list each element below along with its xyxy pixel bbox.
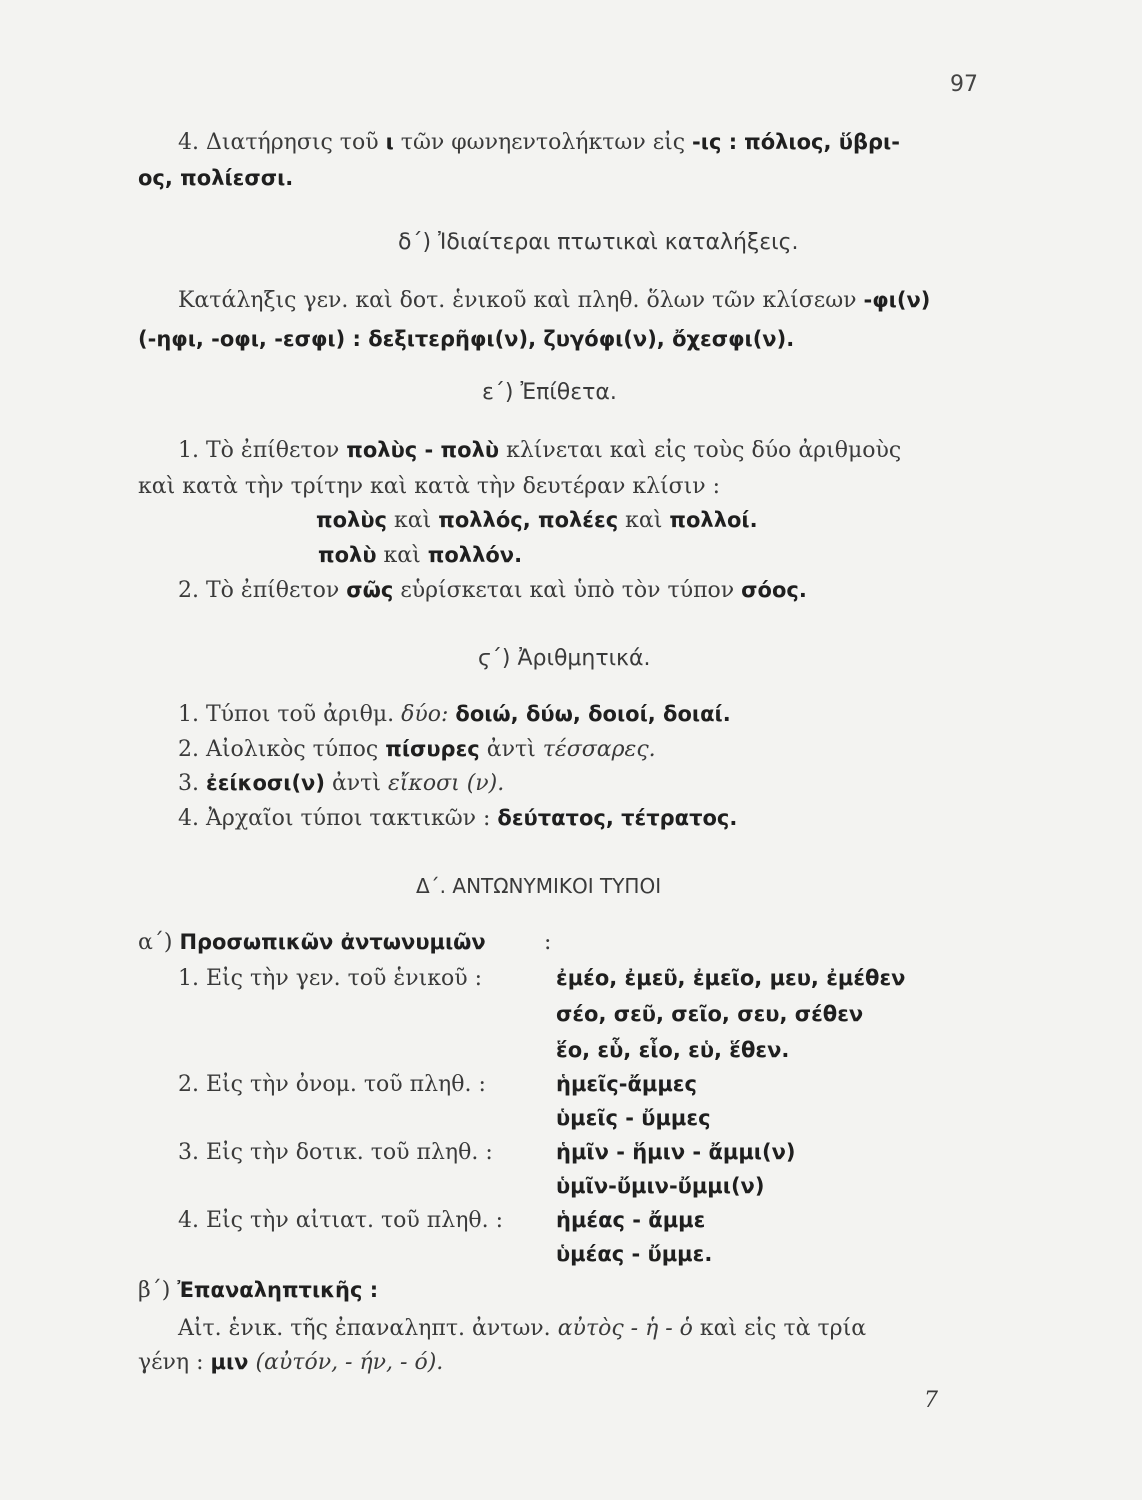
pronoun-form: σέο, σεῦ, σεῖο, σευ, σέθεν (556, 1002, 864, 1026)
item-text: εὑρίσκεται καὶ ὑπὸ τὸν τύπον (400, 578, 735, 603)
pronoun-form: ἡμεῖς-ἄμμες (556, 1072, 697, 1096)
item-number: 4. (178, 130, 199, 155)
italic-word: τέσσαρες. (542, 737, 656, 762)
pronoun-form: ὑμῖν-ὔμιν-ὔμμι(ν) (556, 1174, 765, 1198)
item-4-line-2 (138, 166, 293, 190)
row-description: Εἰς τὴν γεν. τοῦ ἑνικοῦ : (206, 966, 482, 991)
item-number: 1. (178, 966, 199, 991)
section-heading-delta: δ΄) Ἰδιαίτεραι πτωτικαὶ καταλήξεις. (398, 230, 799, 255)
form: πίσυρες (385, 737, 480, 761)
pronoun-form: ὑμέας - ὔμμε. (556, 1242, 713, 1266)
form: πολὺς (316, 508, 387, 532)
row-description: Εἰς τὴν ὀνομ. τοῦ πληθ. : (206, 1072, 486, 1097)
iota-letter: ι (385, 130, 394, 154)
item-text: τῶν φωνηεντολήκτων εἰς (400, 130, 686, 155)
pronoun-form: ἡμῖν - ἥμιν - ἄμμι(ν) (556, 1140, 796, 1164)
item-number: 1. (178, 438, 199, 463)
delta-ending: -φι(ν) (863, 288, 931, 312)
example-forms: πόλιος, ὕβρι- (744, 130, 900, 154)
numerals-item-3 (178, 771, 504, 796)
numerals-item-2 (178, 737, 656, 762)
pronoun-row-3-desc (178, 1140, 493, 1165)
section-heading-numerals: ϛ΄) Ἀριθμητικά. (478, 646, 651, 671)
form: πολὺ (318, 543, 377, 567)
form: σόος. (741, 578, 807, 602)
epsilon-item-1-line-1 (178, 438, 901, 463)
beta-text: Αἰτ. ἑνικ. τῆς ἐπαναληπτ. ἀντων. (178, 1316, 551, 1341)
conjunction: καὶ (625, 508, 663, 533)
pronoun-form: ἕο, εὗ, εἷο, εὑ, ἕθεν. (556, 1038, 790, 1062)
beta-line-2 (138, 1350, 443, 1375)
pronoun-row-2-desc (178, 1072, 486, 1097)
item-text: Τὸ ἐπίθετον (206, 438, 340, 463)
item-text: Τὸ ἐπίθετον (206, 578, 340, 603)
item-number: 2. (178, 578, 199, 603)
subsection-title: Προσωπικῶν ἀντωνυμιῶν (179, 930, 486, 954)
form: πολλοί. (669, 508, 758, 532)
item-text: Τύποι τοῦ ἀριθμ. (206, 702, 395, 727)
item-text: ἀντὶ (486, 737, 536, 762)
epsilon-forms-line-1 (316, 508, 758, 533)
item-text: κλίνεται καὶ εἰς τοὺς δύο ἀριθμοὺς (506, 438, 902, 463)
subsection-label: α΄) (138, 930, 173, 955)
numerals-item-4 (178, 806, 737, 831)
beta-text: γένη : (138, 1350, 204, 1375)
numerals-item-1 (178, 702, 731, 727)
form: πολλόν. (427, 543, 523, 567)
ending-form: -ις : (692, 130, 738, 154)
italic-word: (αὐτόν, - ήν, - ό). (255, 1350, 444, 1375)
pronoun-row-4-desc (178, 1208, 503, 1233)
item-number: 3. (178, 1140, 199, 1165)
epsilon-item-2 (178, 578, 807, 603)
page-number: 97 (950, 72, 978, 97)
subsection-label: β΄) (138, 1278, 171, 1303)
pronoun-form: ὑμεῖς - ὔμμες (556, 1106, 711, 1130)
form: σῶς (346, 578, 394, 602)
adjective-form: πολὺς - πολὺ (346, 438, 500, 462)
item-number: 4. (178, 806, 199, 831)
pronoun-form: ἡμέας - ἄμμε (556, 1208, 706, 1232)
item-number: 4. (178, 1208, 199, 1233)
forms: δεύτατος, τέτρατος. (497, 806, 738, 830)
signature-mark: 7 (924, 1388, 938, 1413)
beta-heading (138, 1278, 378, 1303)
beta-text: καὶ εἰς τὰ τρία (699, 1316, 867, 1341)
pronoun-form: ἐμέο, ἐμεῦ, ἐμεῖο, μευ, ἐμέθεν (556, 966, 906, 990)
item-number: 1. (178, 702, 199, 727)
row-description: Εἰς τὴν αἰτιατ. τοῦ πληθ. : (206, 1208, 504, 1233)
pronoun-row-1-desc (178, 966, 482, 991)
delta-text: Κατάληξις γεν. καὶ δοτ. ἑνικοῦ καὶ πληθ. ὅλων τῶν κλίσεων (178, 288, 857, 313)
epsilon-forms-line-2 (318, 543, 522, 568)
part-heading-pronominal: Δ΄. ΑΝΤΩΝΥΜΙΚΟΙ ΤΥΠΟΙ (416, 874, 662, 898)
delta-line-2: (-ηφι, -οφι, -εσφι) : δεξιτερῆφι(ν), ζυγόφι(ν), ὄχεσφι(ν). (138, 327, 795, 351)
delta-line-1 (178, 288, 930, 313)
conjunction: καὶ (383, 543, 421, 568)
form: πολλός, πολέες (438, 508, 619, 532)
item-number: 2. (178, 737, 199, 762)
beta-line-1 (178, 1316, 866, 1341)
italic-word: δύο: (401, 702, 449, 727)
alpha-heading (138, 930, 486, 955)
conjunction: καὶ (393, 508, 432, 533)
item-text: Αἰολικὸς τύπος (206, 737, 379, 762)
section-heading-epsilon: ε΄) Ἐπίθετα. (482, 380, 617, 405)
item-text: Διατήρησις τοῦ (206, 130, 379, 155)
alpha-colon: : (544, 930, 552, 955)
item-text: Ἀρχαῖοι τύποι τακτικῶν : (206, 806, 491, 831)
subsection-title: Ἐπαναληπτικῆς : (177, 1278, 379, 1302)
forms: δοιώ, δύω, δοιοί, δοιαί. (455, 702, 731, 726)
item-number: 2. (178, 1072, 199, 1097)
italic-word: εἴκοσι (ν). (387, 771, 505, 796)
item-4-line-1 (178, 130, 900, 155)
italic-word: αὐτὸς - ἡ - ὁ (557, 1316, 693, 1341)
form: ἐείκοσι(ν) (206, 771, 325, 795)
example-forms: ος, πολίεσσι. (138, 166, 294, 190)
item-number: 3. (178, 771, 199, 796)
epsilon-item-1-line-2: καὶ κατὰ τὴν τρίτην καὶ κατὰ τὴν δευτέραν κλίσιν : (138, 474, 721, 499)
item-text: ἀντὶ (331, 771, 381, 796)
row-description: Εἰς τὴν δοτικ. τοῦ πληθ. : (206, 1140, 493, 1165)
form: μιν (210, 1350, 249, 1374)
